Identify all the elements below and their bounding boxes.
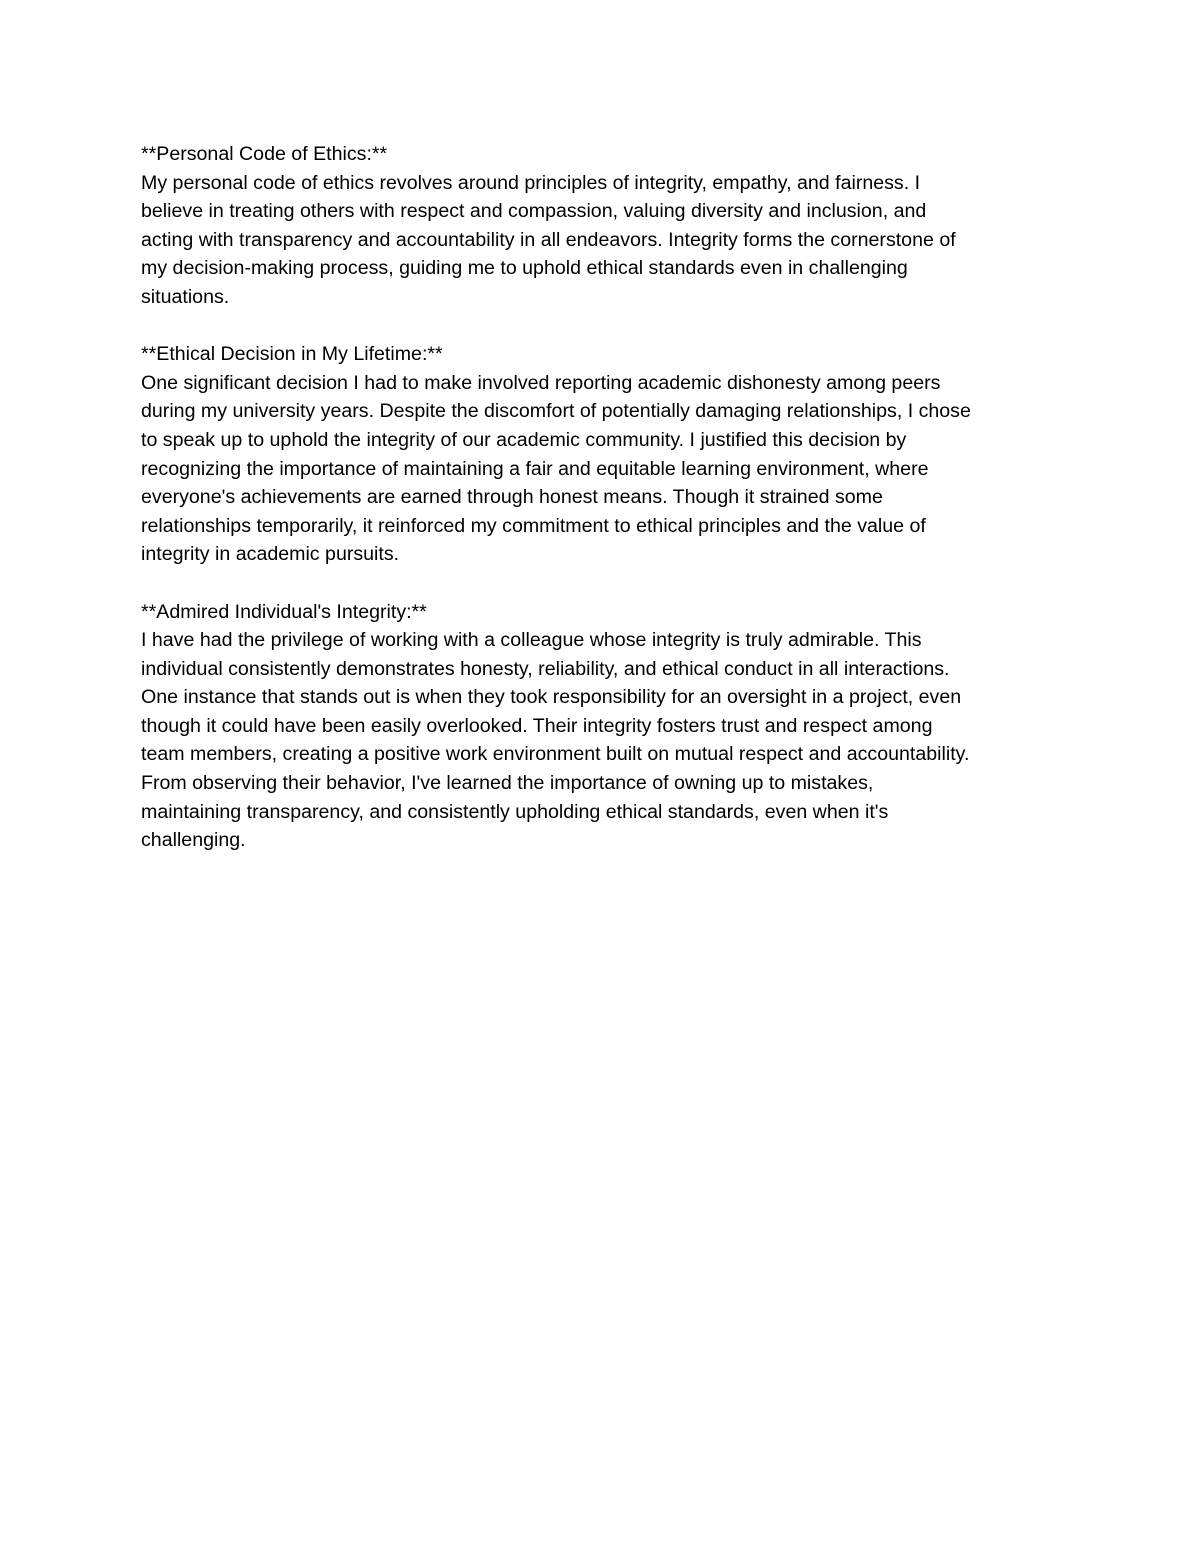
paragraph-line: I have had the privilege of working with a colleague whose integrity is truly admirable. This	[141, 629, 922, 652]
paragraph-line: One significant decision I had to make involved reporting academic dishonesty among peers	[141, 371, 941, 394]
paragraph-line: relationships temporarily, it reinforced my commitment to ethical principles and the value of	[141, 514, 926, 537]
paragraph-line: though it could have been easily overlooked. Their integrity fosters trust and respect among	[141, 714, 933, 737]
paragraph-line: maintaining transparency, and consistently upholding ethical standards, even when it's	[141, 800, 889, 823]
paragraph-line: From observing their behavior, I've learned the importance of owning up to mistakes,	[141, 772, 874, 795]
paragraph-line: during my university years. Despite the discomfort of potentially damaging relationships, I chose	[141, 400, 971, 423]
paragraph-line: recognizing the importance of maintaining a fair and equitable learning environment, where	[141, 457, 929, 480]
paragraph-line: acting with transparency and accountability in all endeavors. Integrity forms the cornerstone of	[141, 228, 956, 251]
section-personal-code-of-ethics	[141, 140, 1081, 312]
paragraph-line: My personal code of ethics revolves around principles of integrity, empathy, and fairness. I	[141, 171, 921, 194]
section-heading: **Ethical Decision in My Lifetime:**	[141, 343, 443, 366]
document-page	[141, 140, 1081, 883]
paragraph-line: individual consistently demonstrates honesty, reliability, and ethical conduct in all interactions.	[141, 657, 950, 680]
section-ethical-decision	[141, 340, 1081, 569]
paragraph-line: challenging.	[141, 829, 246, 852]
paragraph-line: my decision-making process, guiding me to uphold ethical standards even in challenging	[141, 257, 908, 280]
paragraph-line: situations.	[141, 285, 230, 308]
section-heading: **Admired Individual's Integrity:**	[141, 600, 427, 623]
paragraph-line: everyone's achievements are earned through honest means. Though it strained some	[141, 486, 883, 509]
section-heading: **Personal Code of Ethics:**	[141, 143, 388, 165]
section-admired-individual	[141, 598, 1081, 855]
paragraph-line: One instance that stands out is when they took responsibility for an oversight in a project, even	[141, 686, 962, 709]
paragraph-line: to speak up to uphold the integrity of our academic community. I justified this decision by	[141, 428, 907, 451]
paragraph-line: team members, creating a positive work environment built on mutual respect and accountability.	[141, 743, 970, 766]
paragraph-line: integrity in academic pursuits.	[141, 543, 400, 566]
paragraph-line: believe in treating others with respect and compassion, valuing diversity and inclusion, and	[141, 200, 927, 223]
